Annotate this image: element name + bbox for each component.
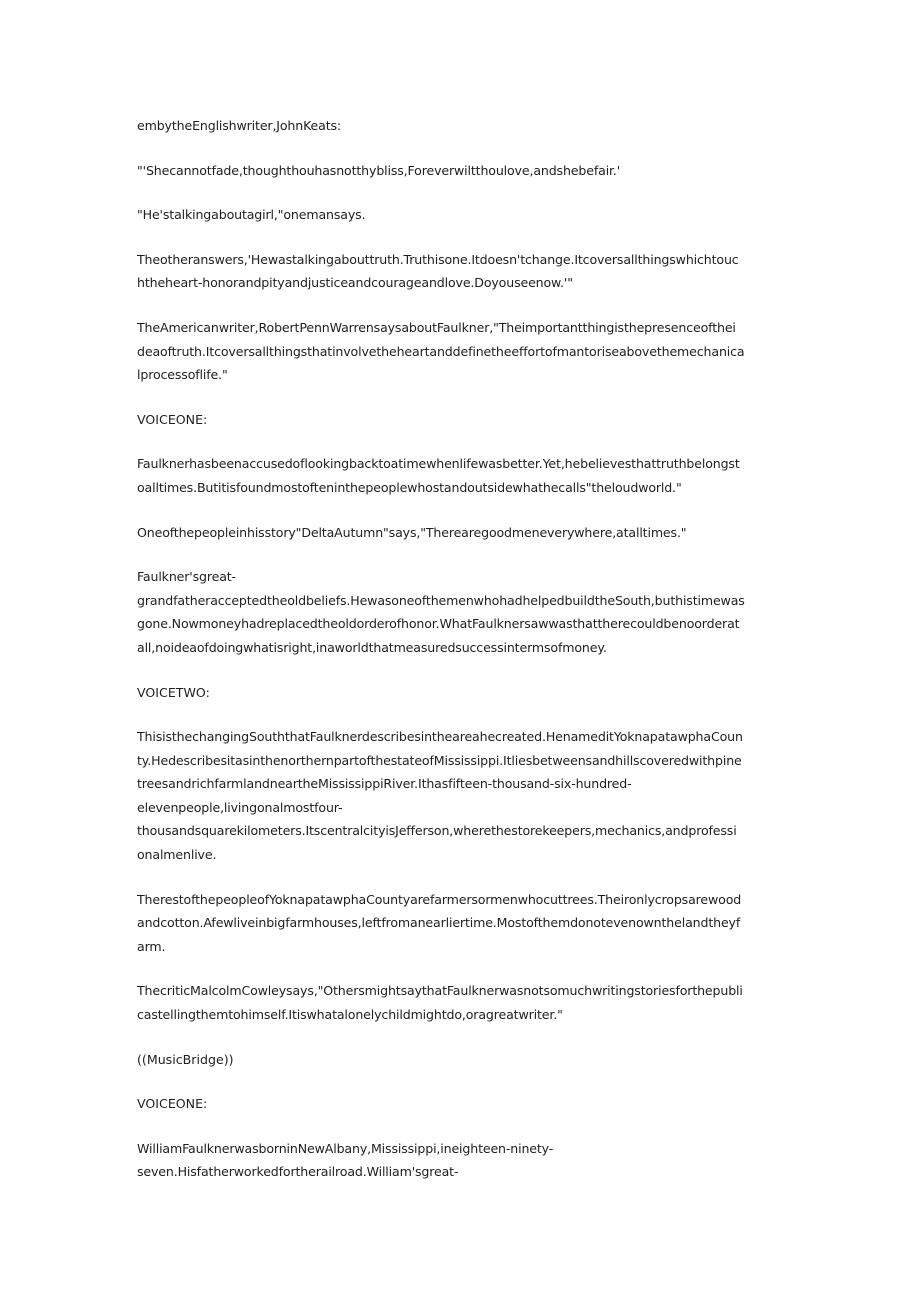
paragraph-farmers xyxy=(137,888,785,959)
text-line: lprocessoflife." xyxy=(137,367,228,383)
paragraph-cowley-quote xyxy=(137,979,785,1026)
paragraph-faulkner-born xyxy=(137,1137,785,1184)
text-line: thousandsquarekilometers.ItscentralcityisJefferson,wherethestorekeepers,mechanics,andprofessi xyxy=(137,823,737,839)
text-line: all,noideaofdoingwhatisright,inaworldthatmeasuredsuccessintermsofmoney. xyxy=(137,639,607,655)
text-line: TherestofthepeopleofYoknapatawphaCountyarefarmersormenwhocuttrees.Theironlycropsarewood xyxy=(137,891,742,907)
text-line: andcotton.Afewliveinbigfarmhouses,leftfromanearliertime.Mostofthemdonotevenownthelandtheyf xyxy=(137,915,741,931)
text-line: seven.Hisfatherworkedfortherailroad.William'sgreat- xyxy=(137,1164,459,1180)
text-line: Faulknerhasbeenaccusedoflookingbacktoatimewhenlifewasbetter.Yet,hebelievesthattruthbelongst xyxy=(137,456,740,472)
document-page xyxy=(137,114,785,1205)
text-line: ty.HedescribesitasinthenorthernpartofthestateofMississippi.Itliesbetweensandhillscoveredwithpine xyxy=(137,752,742,768)
text-line: treesandrichfarmlandneartheMississippiRiver.Ithasfifteen-thousand-six-hundred- xyxy=(137,776,632,792)
text-line: ThisisthechangingSouththatFaulknerdescribesintheareahecreated.HenameditYoknapatawphaCoun xyxy=(137,729,743,745)
speaker-label-voice-one-second: VOICEONE: xyxy=(137,1096,208,1112)
paragraph-talking-about-truth xyxy=(137,248,785,295)
speaker-label-voice-one: VOICEONE: xyxy=(137,411,208,427)
paragraph-warren-quote xyxy=(137,316,785,387)
text-line: arm. xyxy=(137,938,166,954)
text-line: deaoftruth.Itcoversallthingsthatinvolvetheheartanddefinetheeffortofmantoriseabovethemechanica xyxy=(137,343,745,359)
text-line: oalltimes.Butitisfoundmostofteninthepeoplewhostandoutsidewhathecalls"theloudworld." xyxy=(137,479,682,495)
text-line: grandfatheracceptedtheoldbeliefs.HewasoneofthemenwhohadhelpedbuildtheSouth,buthistimewas xyxy=(137,592,745,608)
speaker-label-voice-two: VOICETWO: xyxy=(137,684,210,700)
music-bridge-cue: ((MusicBridge)) xyxy=(137,1051,234,1067)
paragraph-talking-about-girl: "He'stalkingaboutagirl,"onemansays. xyxy=(137,207,366,223)
paragraph-keats-quote: "'Shecannotfade,thoughthouhasnotthybliss,Foreverwiltthoulove,andshebefair.' xyxy=(137,162,621,178)
text-line: Faulkner'sgreat- xyxy=(137,569,236,585)
paragraph-great-grandfather xyxy=(137,565,785,659)
text-line: castellingthemtohimself.Itiswhatalonelychildmightdo,oragreatwriter." xyxy=(137,1007,563,1023)
text-line: TheAmericanwriter,RobertPennWarrensaysaboutFaulkner,"Theimportantthingisthepresenceofthei xyxy=(137,319,736,335)
text-line: WilliamFaulknerwasborninNewAlbany,Mississippi,ineighteen-ninety- xyxy=(137,1140,554,1156)
paragraph-yoknapatawpha xyxy=(137,725,785,867)
text-line: onalmenlive. xyxy=(137,847,217,863)
text-line: htheheart-honorandpityandjusticeandcourageandlove.Doyouseenow.'" xyxy=(137,275,573,291)
text-line: ThecriticMalcolmCowleysays,"OthersmightsaythatFaulknerwasnotsomuchwritingstoriesforthepubli xyxy=(137,983,743,999)
text-line: gone.Nowmoneyhadreplacedtheoldorderofhonor.WhatFaulknersawwasthattherecouldbenoorderat xyxy=(137,616,740,632)
paragraph-keats-intro: embytheEnglishwriter,JohnKeats: xyxy=(137,118,342,133)
text-line: elevenpeople,livingonalmostfour- xyxy=(137,799,343,815)
paragraph-faulkner-accused xyxy=(137,452,785,499)
text-line: Theotheranswers,'Hewastalkingabouttruth.Truthisone.Itdoesn'tchange.Itcoversallthingswhichtouc xyxy=(137,251,739,267)
paragraph-delta-autumn: Oneofthepeopleinhisstory"DeltaAutumn"says,"Therearegoodmeneverywhere,atalltimes." xyxy=(137,524,687,540)
